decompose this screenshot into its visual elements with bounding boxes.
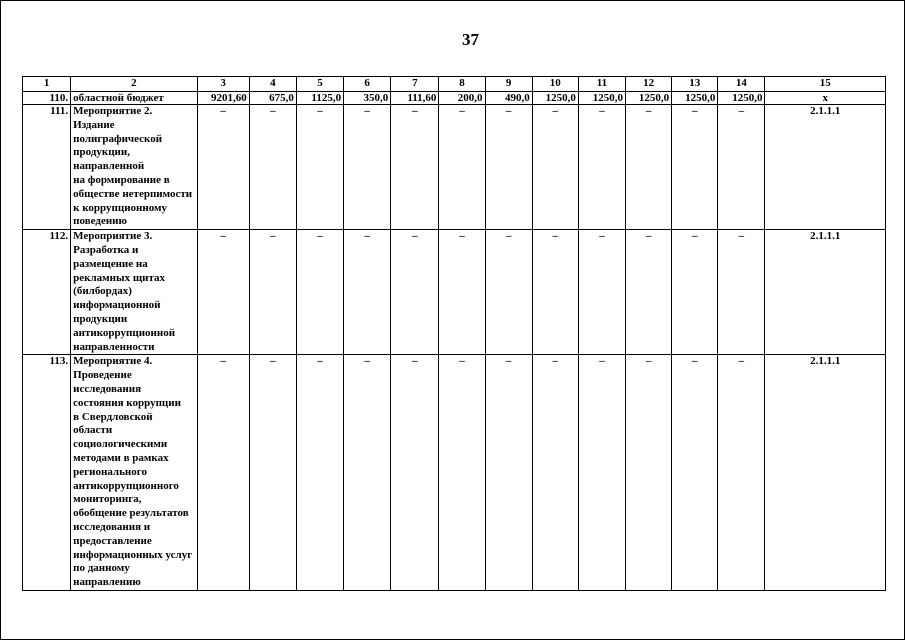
value-cell: – — [249, 230, 296, 355]
value-cell: – — [672, 230, 718, 355]
value-cell: – — [296, 105, 343, 230]
value-cell: – — [626, 355, 672, 591]
value-cell: – — [626, 230, 672, 355]
value-cell: 490,0 — [485, 92, 532, 105]
table-row-measure-3 — [23, 230, 886, 355]
header-cell: 9 — [485, 77, 532, 92]
code-cell: 2.1.1.1 — [765, 230, 886, 355]
table-row-measure-4 — [23, 355, 886, 591]
header-cell: 11 — [578, 77, 625, 92]
header-cell: 13 — [672, 77, 718, 92]
table-row-measure-2 — [23, 105, 886, 230]
header-cell: 6 — [344, 77, 391, 92]
value-cell: – — [197, 355, 249, 591]
header-cell: 12 — [626, 77, 672, 92]
header-cell: 10 — [532, 77, 578, 92]
header-cell: 8 — [439, 77, 485, 92]
value-cell: – — [296, 355, 343, 591]
value-cell: – — [391, 230, 439, 355]
value-cell: – — [296, 230, 343, 355]
row-number: 113. — [23, 355, 71, 591]
code-cell: 2.1.1.1 — [765, 105, 886, 230]
row-number: 112. — [23, 230, 71, 355]
value-cell: – — [197, 105, 249, 230]
value-cell: 1125,0 — [296, 92, 343, 105]
value-cell: 675,0 — [249, 92, 296, 105]
header-cell: 4 — [249, 77, 296, 92]
measure-description: Мероприятие 4. Проведение исследования состояния коррупции в Свердловской области социологическими методами в рамках регионального антикоррупционного мониторинга, обобщение результатов исследования и предоставление информационных услуг по данному направлению — [71, 355, 197, 591]
value-cell: – — [249, 105, 296, 230]
value-cell: – — [439, 105, 485, 230]
value-cell: – — [197, 230, 249, 355]
row-number: 110. — [23, 92, 71, 105]
header-cell: 3 — [197, 77, 249, 92]
value-cell: – — [672, 105, 718, 230]
value-cell: – — [344, 230, 391, 355]
value-cell: 1250,0 — [672, 92, 718, 105]
value-cell: – — [672, 355, 718, 591]
value-cell: – — [391, 355, 439, 591]
header-cell: 5 — [296, 77, 343, 92]
value-cell: 350,0 — [344, 92, 391, 105]
value-cell: 9201,60 — [197, 92, 249, 105]
value-cell: – — [578, 105, 625, 230]
row-number: 111. — [23, 105, 71, 230]
header-cell: 15 — [765, 77, 886, 92]
row-name: областной бюджет — [71, 92, 197, 105]
value-cell: 1250,0 — [532, 92, 578, 105]
value-cell: – — [578, 355, 625, 591]
code-cell: х — [765, 92, 886, 105]
value-cell: – — [439, 355, 485, 591]
value-cell: – — [439, 230, 485, 355]
header-cell: 2 — [71, 77, 197, 92]
value-cell: – — [626, 105, 672, 230]
value-cell: 111,60 — [391, 92, 439, 105]
code-cell: 2.1.1.1 — [765, 355, 886, 591]
value-cell: 1250,0 — [578, 92, 625, 105]
value-cell: 1250,0 — [626, 92, 672, 105]
table-row-budget — [23, 92, 886, 105]
value-cell: – — [249, 355, 296, 591]
header-cell: 7 — [391, 77, 439, 92]
value-cell: – — [344, 355, 391, 591]
value-cell: – — [344, 105, 391, 230]
page-number: 37 — [462, 30, 479, 49]
value-cell: 200,0 — [439, 92, 485, 105]
header-row — [23, 77, 886, 92]
measure-description: Мероприятие 3. Разработка и размещение на рекламных щитах (билбордах) информационной продукции антикоррупционной направленности — [71, 230, 197, 355]
value-cell: – — [578, 230, 625, 355]
value-cell: 1250,0 — [718, 92, 765, 105]
value-cell: – — [718, 355, 765, 591]
value-cell: – — [391, 105, 439, 230]
value-cell: – — [718, 230, 765, 355]
header-cell: 1 — [23, 77, 71, 92]
value-cell: – — [485, 230, 532, 355]
value-cell: – — [485, 105, 532, 230]
value-cell: – — [532, 230, 578, 355]
value-cell: – — [718, 105, 765, 230]
header-cell: 14 — [718, 77, 765, 92]
value-cell: – — [485, 355, 532, 591]
budget-table — [22, 76, 886, 591]
measure-description: Мероприятие 2. Издание полиграфической продукции, направленной на формирование в обществе нетерпимости к коррупционному поведению — [71, 105, 197, 230]
value-cell: – — [532, 355, 578, 591]
value-cell: – — [532, 105, 578, 230]
